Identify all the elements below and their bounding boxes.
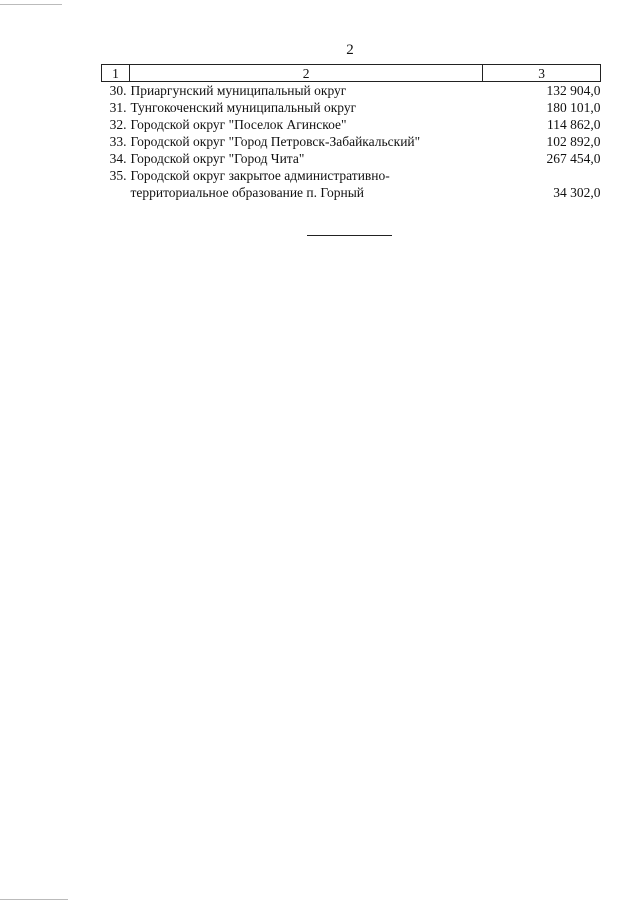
scan-margin-mark — [0, 4, 62, 5]
municipality-name: Приаргунский муниципальный округ — [130, 83, 347, 98]
table-row — [102, 167, 601, 201]
row-number: 30. — [109, 83, 127, 98]
municipality-name: Тунгокоченский муниципальный округ — [130, 100, 357, 115]
amount-value: 132 904,0 — [546, 83, 601, 98]
column-header-3: 3 — [483, 65, 601, 82]
municipality-name: Городской округ "Город Петровск-Забайкальский" — [130, 134, 421, 149]
table-row — [102, 99, 601, 116]
amount-value: 267 454,0 — [546, 151, 601, 166]
table-row — [102, 150, 601, 167]
table-row — [102, 116, 601, 133]
amount-value: 114 862,0 — [547, 117, 601, 132]
allocation-table — [101, 64, 601, 201]
amount-value: 34 302,0 — [553, 185, 601, 200]
column-header-1: 1 — [102, 65, 130, 82]
amount-value: 180 101,0 — [546, 100, 601, 115]
row-number: 32. — [109, 117, 127, 132]
scan-margin-mark — [0, 899, 68, 900]
row-number: 31. — [109, 100, 127, 115]
municipality-name: Городской округ "Город Чита" — [130, 151, 305, 166]
row-number: 34. — [109, 151, 127, 166]
row-number: 33. — [109, 134, 127, 149]
amount-value: 102 892,0 — [546, 134, 601, 149]
table-header-row — [102, 65, 601, 82]
table-row — [102, 82, 601, 100]
table-row — [102, 133, 601, 150]
row-number: 35. — [109, 168, 127, 183]
municipality-name: Городской округ закрытое административно-территориальное образование п. Горный — [130, 168, 390, 200]
page-number: 2 — [346, 42, 354, 58]
municipality-name: Городской округ "Поселок Агинское" — [130, 117, 347, 132]
column-header-2: 2 — [129, 65, 482, 82]
end-of-table-rule — [307, 235, 392, 236]
